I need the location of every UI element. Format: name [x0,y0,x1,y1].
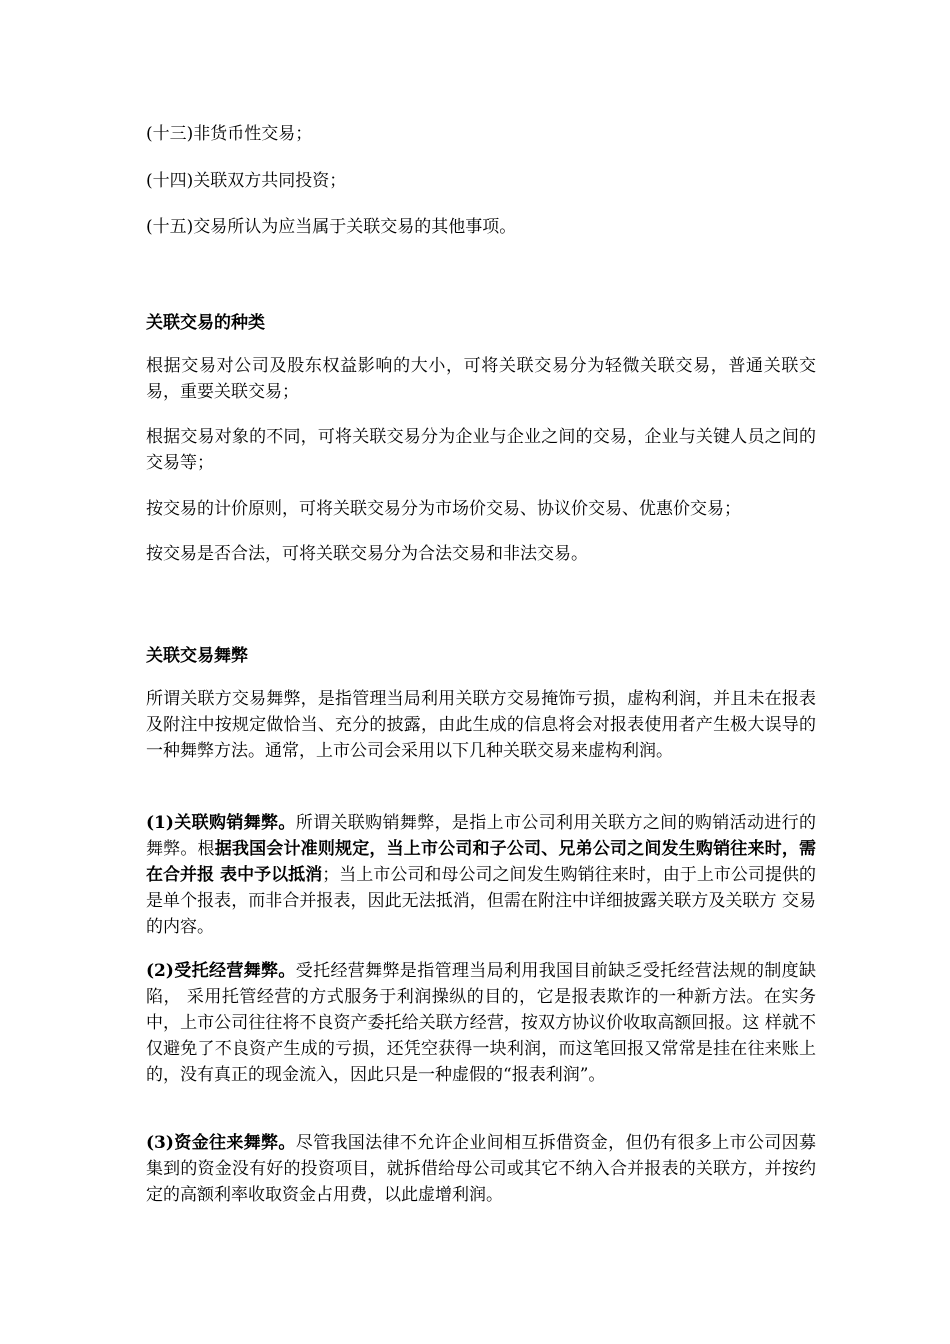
list-item-14: (十四)关联双方共同投资； [146,171,347,191]
fraud-intro-paragraph: 所谓关联方交易舞弊，是指管理当局利用关联方交易掩饰亏损，虚构利润，并且未在报表及附注中按规定做恰当、充分的披露，由此生成的信息将会对报表使用者产生极大误导的一种舞弊方法。通常，上市公司会采用以下几种关联交易来虚构利润。 [146,689,816,761]
item-text: 尽管我国法律不允许企业间相互拆借资金，但仍有很多上市公司因募集到的资金没有好的投资项目，就拆借给母公司或其它不纳入合并报表的关联方，并按约定的高额利率收取资金占用费，以此虚增利润。 [146,1133,816,1205]
section-heading-types: 关联交易的种类 [146,313,265,333]
item-title: (1)关联购销舞弊。 [146,813,296,833]
item-text-continued: ；当上市公司和母公司之间发生购销往来时，由于上市公司提供的是单个报表，而非合并报表，因此无法抵消，但需在附注中详细披露关联方及关联方 交易的内容。 [146,865,817,937]
types-paragraph-1: 根据交易对公司及股东权益影响的大小，可将关联交易分为轻微关联交易，普通关联交易，重要关联交易； [146,356,816,402]
item-text: 所谓关联购销舞弊，是指上市公司利用关联方之间的购销活动进行的舞弊。根 [146,813,816,859]
types-paragraph-2: 根据交易对象的不同，可将关联交易分为企业与企业之间的交易，企业与关键人员之间的交易等； [146,427,816,473]
types-paragraph-3: 按交易的计价原则，可将关联交易分为市场价交易、协议价交易、优惠价交易； [146,499,741,519]
fraud-item-fund-transfer [146,1130,816,1208]
types-paragraph-4: 按交易是否合法，可将关联交易分为合法交易和非法交易。 [146,544,588,564]
fraud-item-entrusted-operation [146,958,816,1088]
item-title: (3)资金往来舞弊。 [146,1133,296,1153]
section-heading-fraud: 关联交易舞弊 [146,646,248,666]
fraud-item-related-purchase-sales [146,810,816,940]
list-item-13: (十三)非货币性交易； [146,124,313,144]
item-text: 受托经营舞弊是指管理当局利用我国目前缺乏受托经营法规的制度缺陷， 采用托管经营的方式服务于利润操纵的目的，它是报表欺诈的一种新方法。在实务中，上市公司往往将不良资产委托给关联方经营，按双方协议价收取高额回报。这 样就不仅避免了不良资产生成的亏损，还凭空获得一块利润，而这笔回报又常常是挂在往来账上的，没有真正的现金流入，因此只是一种虚假的“报表利润”。 [146,961,816,1085]
item-emphasis: 据我国会计准则规定，当上市公司和子公司、兄弟公司之间发生购销往来时，需在合并报 表中予以抵消 [146,839,817,885]
item-title: (2)受托经营舞弊。 [146,961,296,981]
list-item-15: (十五)交易所认为应当属于关联交易的其他事项。 [146,217,517,237]
